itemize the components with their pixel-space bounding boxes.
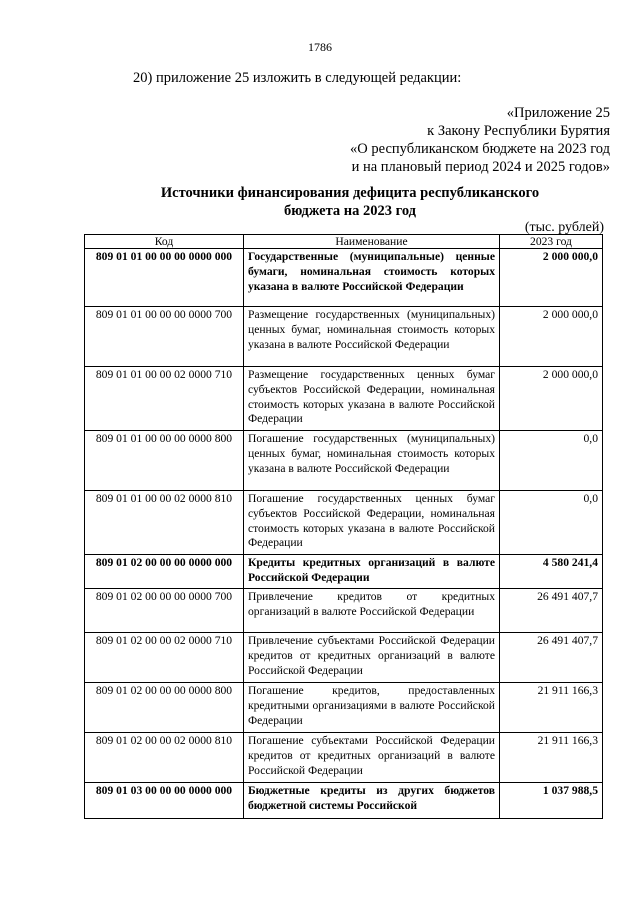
code-cell: 809 01 02 00 00 00 0000 800 <box>85 683 244 733</box>
table-row <box>85 683 603 733</box>
table-row <box>85 733 603 783</box>
amendment-text: 20) приложение 25 изложить в следующей редакции: <box>133 70 462 86</box>
name-cell: Размещение государственных (муниципальных) ценных бумаг, номинальная стоимость которых указана в валюте Российской Федерации <box>244 307 500 367</box>
table-row <box>85 249 603 307</box>
table-row <box>85 633 603 683</box>
code-cell: 809 01 01 00 00 00 0000 000 <box>85 249 244 307</box>
appendix-line-1: «Приложение 25 <box>506 105 610 121</box>
amount-cell: 0,0 <box>500 431 603 491</box>
name-cell: Размещение государственных ценных бумаг субъектов Российской Федерации, номинальная стоимость которых указана в валюте Российской Федерации <box>244 367 500 431</box>
header-year: 2023 год <box>500 235 603 249</box>
amount-cell: 21 911 166,3 <box>500 733 603 783</box>
table-row <box>85 783 603 819</box>
table-body <box>85 249 603 819</box>
appendix-header <box>350 104 610 176</box>
table-row <box>85 589 603 633</box>
code-cell: 809 01 02 00 00 00 0000 700 <box>85 589 244 633</box>
name-cell: Погашение субъектами Российской Федерации кредитов от кредитных организаций в валюте Российской Федерации <box>244 733 500 783</box>
table-row <box>85 555 603 589</box>
amount-cell: 2 000 000,0 <box>500 249 603 307</box>
financing-sources-table <box>84 234 603 819</box>
appendix-line-4: и на плановый период 2024 и 2025 годов» <box>351 159 610 175</box>
appendix-line-3: «О республиканском бюджете на 2023 год <box>350 141 610 157</box>
title-line-2: бюджета на 2023 год <box>283 203 416 219</box>
amount-cell: 26 491 407,7 <box>500 589 603 633</box>
page-number: 1786 <box>308 40 332 54</box>
code-cell: 809 01 02 00 00 02 0000 710 <box>85 633 244 683</box>
table-row <box>85 367 603 431</box>
code-cell: 809 01 01 00 00 02 0000 810 <box>85 491 244 555</box>
name-cell: Погашение государственных (муниципальных) ценных бумаг, номинальная стоимость которых указана в валюте Российской Федерации <box>244 431 500 491</box>
title-line-1: Источники финансирования дефицита республиканского <box>160 185 540 201</box>
code-cell: 809 01 01 00 00 00 0000 700 <box>85 307 244 367</box>
appendix-line-2: к Закону Республики Бурятия <box>427 123 610 139</box>
table-row <box>85 491 603 555</box>
amount-cell: 4 580 241,4 <box>500 555 603 589</box>
header-name: Наименование <box>244 235 500 249</box>
table-header-row <box>85 235 603 249</box>
code-cell: 809 01 03 00 00 00 0000 000 <box>85 783 244 819</box>
table-row <box>85 307 603 367</box>
amount-cell: 0,0 <box>500 491 603 555</box>
amount-cell: 26 491 407,7 <box>500 633 603 683</box>
amount-cell: 2 000 000,0 <box>500 307 603 367</box>
name-cell: Кредиты кредитных организаций в валюте Российской Федерации <box>244 555 500 589</box>
code-cell: 809 01 01 00 00 02 0000 710 <box>85 367 244 431</box>
name-cell: Бюджетные кредиты из других бюджетов бюджетной системы Российской <box>244 783 500 819</box>
amount-cell: 21 911 166,3 <box>500 683 603 733</box>
name-cell: Государственные (муниципальные) ценные бумаги, номинальная стоимость которых указана в валюте Российской Федерации <box>244 249 500 307</box>
name-cell: Погашение государственных ценных бумаг субъектов Российской Федерации, номинальная стоимость которых указана в валюте Российской Федерации <box>244 491 500 555</box>
code-cell: 809 01 02 00 00 02 0000 810 <box>85 733 244 783</box>
name-cell: Привлечение субъектами Российской Федерации кредитов от кредитных организаций в валюте Российской Федерации <box>244 633 500 683</box>
name-cell: Привлечение кредитов от кредитных организаций в валюте Российской Федерации <box>244 589 500 633</box>
code-cell: 809 01 02 00 00 00 0000 000 <box>85 555 244 589</box>
document-title <box>140 184 560 220</box>
amount-cell: 2 000 000,0 <box>500 367 603 431</box>
table-row <box>85 431 603 491</box>
name-cell: Погашение кредитов, предоставленных кредитными организациями в валюте Российской Федерации <box>244 683 500 733</box>
units-label: (тыс. рублей) <box>524 220 604 235</box>
code-cell: 809 01 01 00 00 00 0000 800 <box>85 431 244 491</box>
amount-cell: 1 037 988,5 <box>500 783 603 819</box>
header-code: Код <box>85 235 244 249</box>
